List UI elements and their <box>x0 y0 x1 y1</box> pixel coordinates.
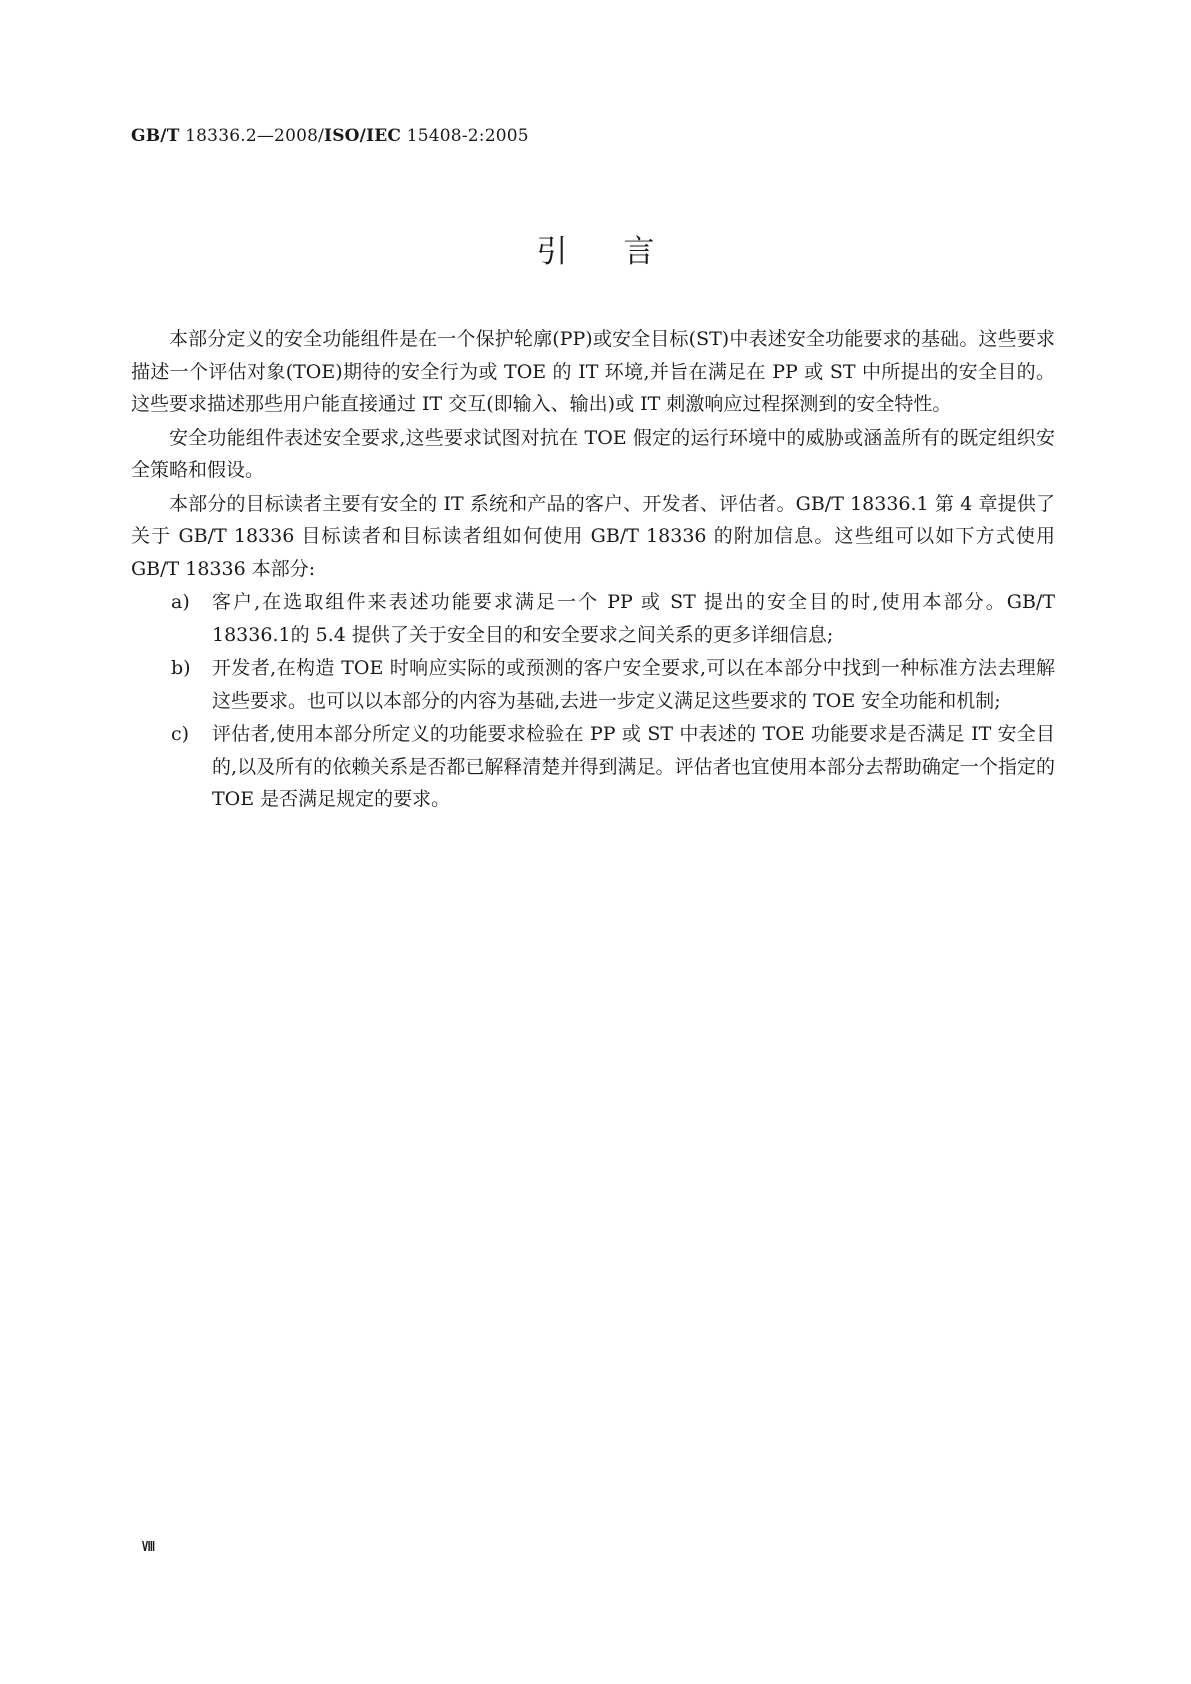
page-title: 引言 <box>536 234 711 270</box>
paragraph: 本部分的目标读者主要有安全的 IT 系统和产品的客户、开发者、评估者。GB/T 18336.1 第 4 章提供了关于 GB/T 18336 目标读者和目标读者组如何使用 GB/T 18336 的附加信息。这些组可以如下方式使用 GB/T 18336 本部分: <box>131 492 1055 580</box>
list-item-text: 开发者,在构造 TOE 时响应实际的或预测的客户安全要求,可以在本部分中找到一种标准方法去理解这些要求。也可以以本部分的内容为基础,去进一步定义满足这些要求的 TOE 安全功能和机制; <box>212 657 1055 712</box>
list-marker: c) <box>171 723 190 745</box>
standard-code-part: GB/T <box>131 126 180 146</box>
list-marker: b) <box>171 657 191 679</box>
list-item <box>171 586 1055 651</box>
standard-code-header <box>131 126 529 146</box>
standard-code-part: ISO/IEC <box>324 126 402 146</box>
paragraph: 本部分定义的安全功能组件是在一个保护轮廓(PP)或安全目标(ST)中表述安全功能要求的基础。这些要求描述一个评估对象(TOE)期待的安全行为或 TOE 的 IT 环境,并旨在满足在 PP 或 ST 中所提出的安全目的。这些要求描述那些用户能直接通过 IT 交互(即输入、输出)或 IT 刺激响应过程探测到的安全特性。 <box>131 328 1055 415</box>
standard-code-part: 18336.2—2008/ <box>179 126 325 146</box>
list-item-text: 客户,在选取组件来表述功能要求满足一个 PP 或 ST 提出的安全目的时,使用本部分。GB/T 18336.1的 5.4 提供了关于安全目的和安全要求之间关系的更多详细信息; <box>212 591 1055 646</box>
page-number: Ⅷ <box>142 1540 156 1555</box>
list-item-text: 评估者,使用本部分所定义的功能要求检验在 PP 或 ST 中表述的 TOE 功能要求是否满足 IT 安全目的,以及所有的依赖关系是否都已解释清楚并得到满足。评估者也宜使用本部分去帮助确定一个指定的 TOE 是否满足规定的要求。 <box>212 723 1055 810</box>
document-body <box>131 323 1055 817</box>
list-item <box>171 652 1055 717</box>
standard-code-part: 15408-2:2005 <box>401 126 529 146</box>
list-marker: a) <box>171 591 190 613</box>
list-item <box>171 718 1055 816</box>
paragraph: 安全功能组件表述安全要求,这些要求试图对抗在 TOE 假定的运行环境中的威胁或涵盖所有的既定组织安全策略和假设。 <box>131 426 1055 481</box>
